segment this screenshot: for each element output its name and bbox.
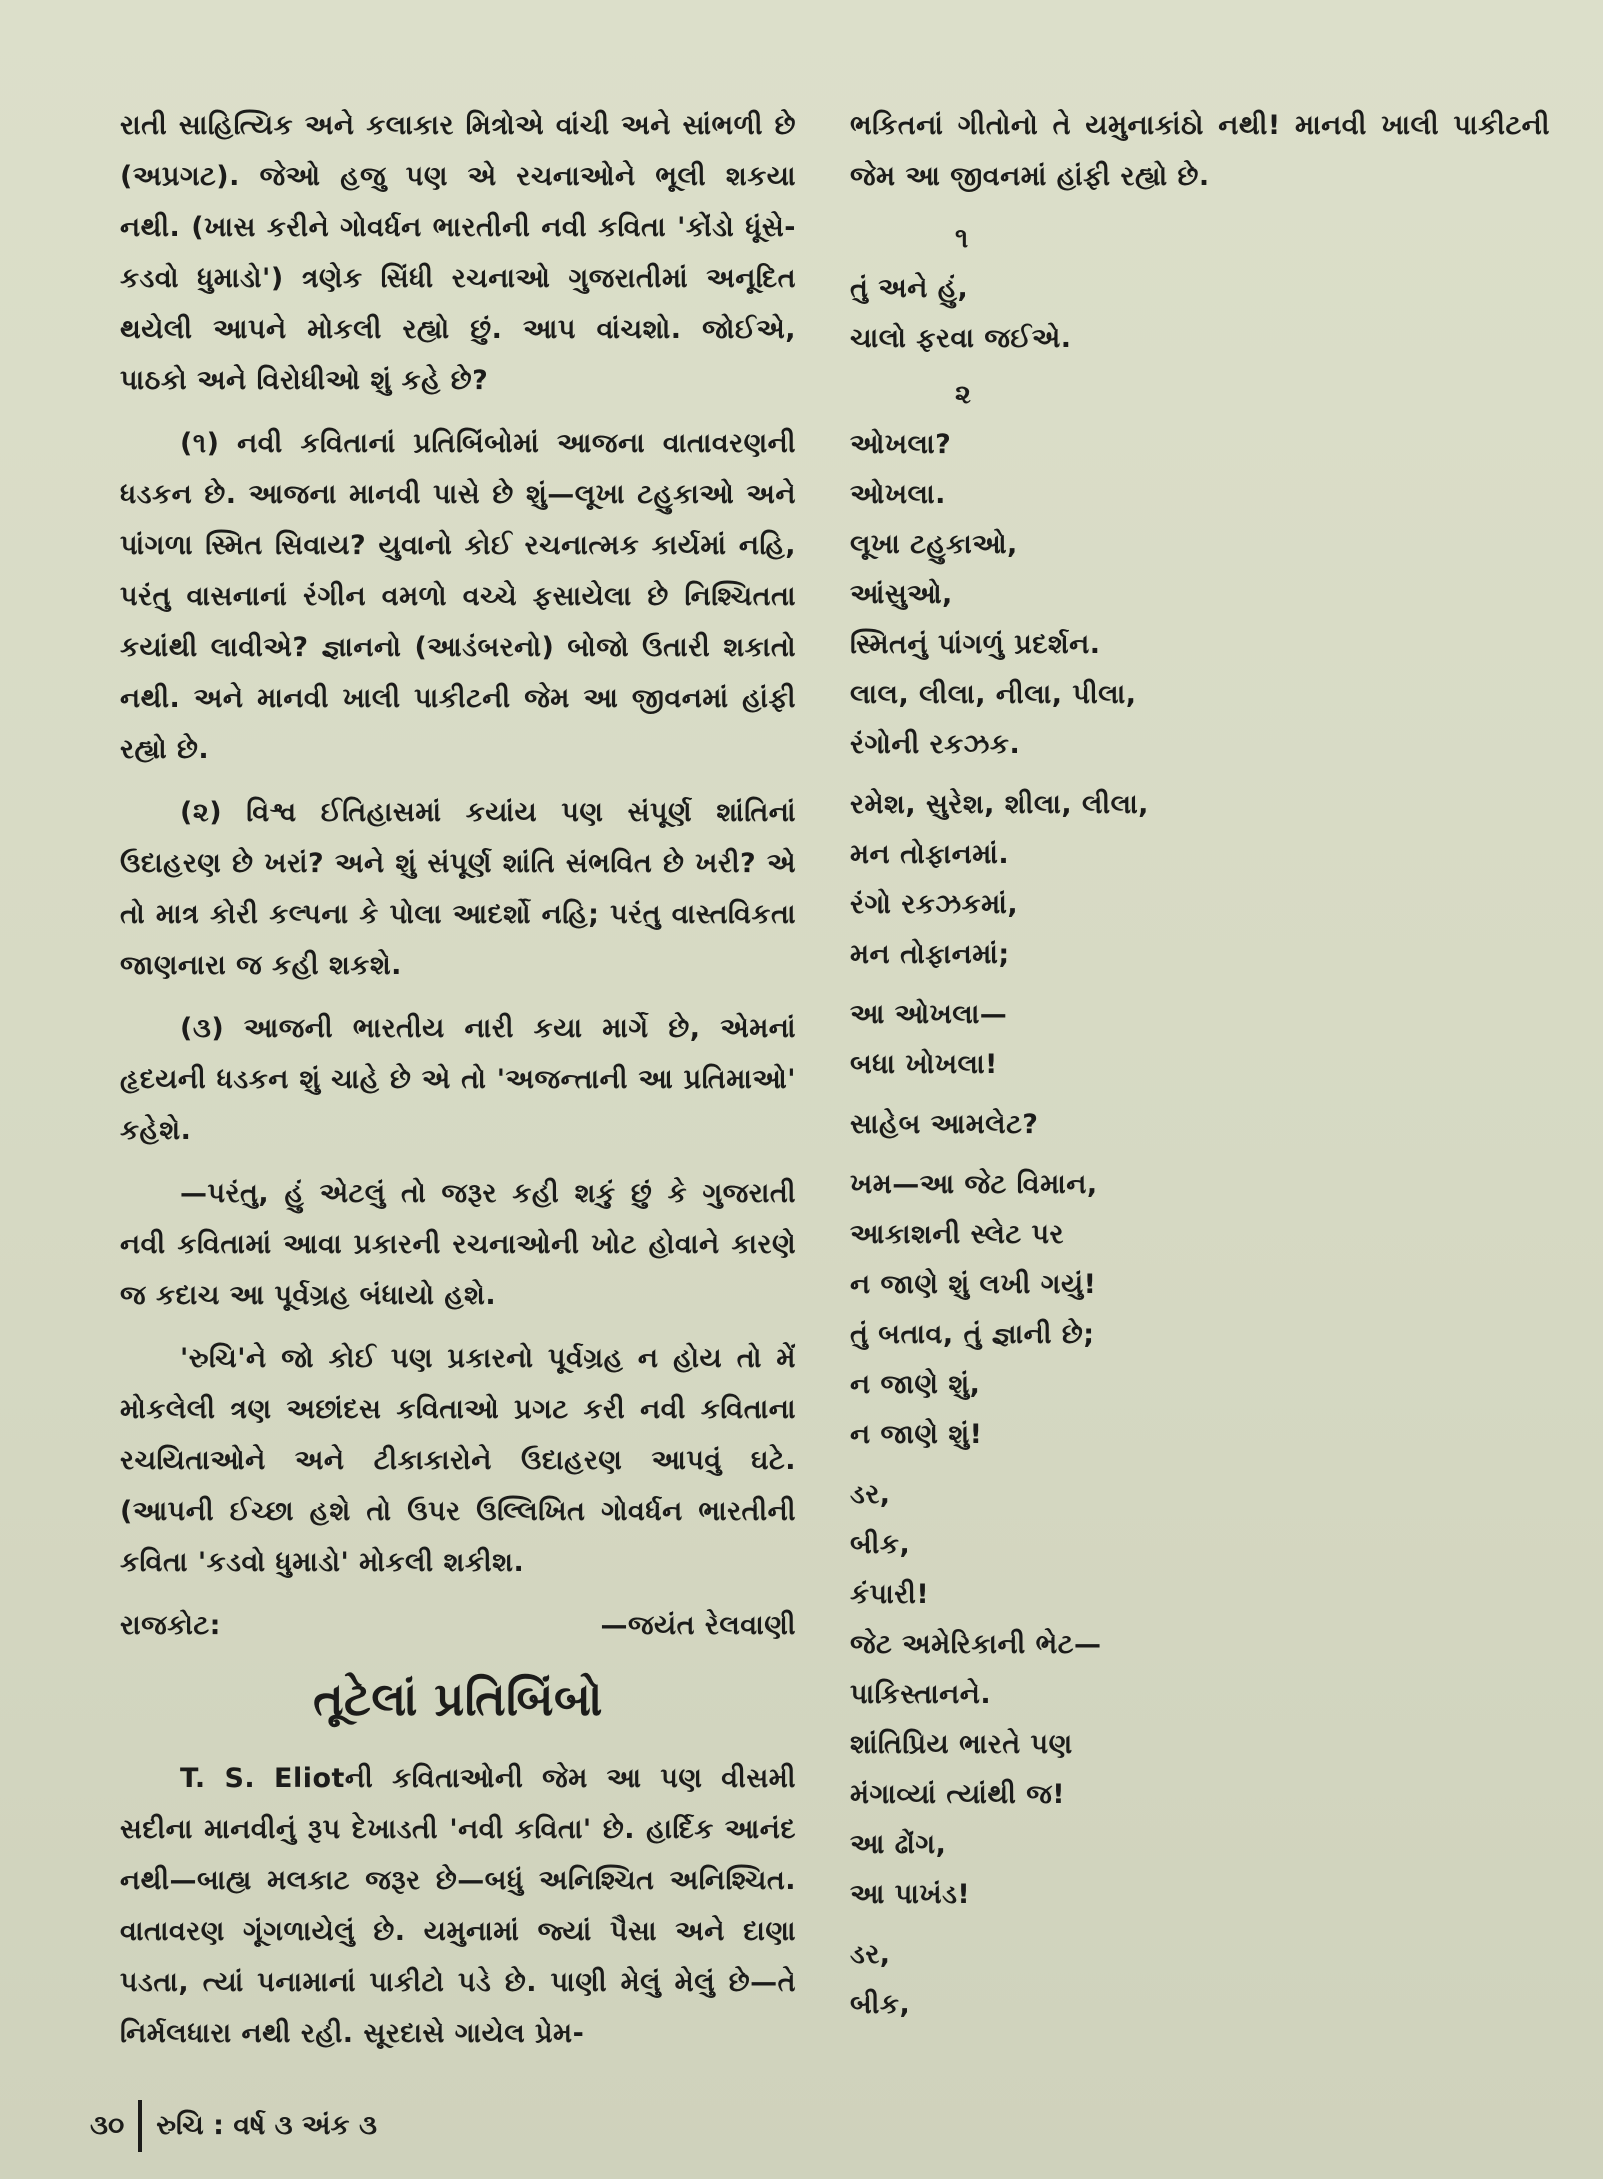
poem-line: મંગાવ્યાં ત્યાંથી જ! xyxy=(850,1779,1066,1810)
page-number: ૩૦ xyxy=(90,2110,125,2141)
poem-line: ન જાણે શું લખી ગયું! xyxy=(850,1269,1097,1300)
poem-line: ખમ—આ જેટ વિમાન, xyxy=(850,1169,1098,1200)
letter-paragraph-1: રાતી સાહિત્યિક અને કલાકાર મિત્રોએ વાંચી અને સાંભળી છે (અપ્રગટ). જેઓ હજુ પણ એ રચનાઓને ભૂલી શકયા નથી. (ખાસ કરીને ગોવર્ધન ભારતીની નવી કવિતા 'કોંડો ધૂંસે-કડવો ધુમાડો') ત્રણેક સિંધી રચનાઓ ગુજરાતીમાં અનૂદિત થયેલી આપને મોકલી રહ્યો છું. આપ વાંચશો. જોઈએ, પાઠકો અને વિરોધીઓ શું કહે છે? xyxy=(120,110,796,396)
poem-line: ચાલો ફરવા જઈએ. xyxy=(850,323,1072,354)
stanza-1 xyxy=(850,264,1550,364)
place-label: રાજકોટ: xyxy=(120,1610,221,1641)
poem-line: આ ઢોંગ, xyxy=(850,1829,947,1860)
poem-line: શાંતિપ્રિય ભારતે પણ xyxy=(850,1729,1073,1760)
poem-line: ડર, xyxy=(850,1479,891,1510)
poem-title: તૂટેલાં પ્રતિબિંબો xyxy=(313,1672,603,1726)
poem-line: બીક, xyxy=(850,1529,911,1560)
poem-line: રમેશ, સુરેશ, શીલા, લીલા, xyxy=(850,789,1149,820)
poem-line: ડર, xyxy=(850,1939,891,1970)
poem-line: મન તોફાનમાં; xyxy=(850,939,1010,970)
poem-line: મન તોફાનમાં. xyxy=(850,839,1010,870)
letter-paragraph-2: (૧) નવી કવિતાનાં પ્રતિબિંબોમાં આજના વાતાવરણની ધડકન છે. આજના માનવી પાસે છે શું—લૂખા ટહુકાઓ અને પાંગળા સ્મિત સિવાય? યુવાનો કોઈ રચનાત્મક કાર્યમાં નહિ, પરંતુ વાસનાનાં રંગીન વમળો વચ્ચે ફસાયેલા છે નિશ્ચિતતા કયાંથી લાવીએ? જ્ઞાનનો (આડંબરનો) બોજો ઉતારી શકાતો નથી. અને માનવી ખાલી પાકીટની જેમ આ જીવનમાં હાંફી રહ્યો છે. xyxy=(120,428,796,765)
poem-intro: T. S. Eliotની કવિતાઓની જેમ આ પણ વીસમી સદીના માનવીનું રૂપ દેખાડતી 'નવી કવિતા' છે. હાર્દિક આનંદ નથી—બાહ્ય મલકાટ જરૂર છે—બધું અનિશ્ચિત અનિશ્ચિત. વાતાવરણ ગૂંગળાયેલું છે. યમુનામાં જ્યાં પૈસા અને દાણા પડતા, ત્યાં પનામાનાં પાકીટો પડે છે. પાણી મેલું મેલું છે—તે નિર્મલધારા નથી રહી. સૂરદાસે ગાયેલ પ્રેમ- xyxy=(120,1763,796,2049)
poem-line: પાકિસ્તાનને. xyxy=(850,1679,992,1710)
stanza-number-2: ૨ xyxy=(955,379,972,410)
poem-line: ઓખલા? xyxy=(850,429,952,460)
letter-paragraph-3: (૨) વિશ્વ ઈતિહાસમાં કયાંય પણ સંપૂર્ણ શાંતિનાં ઉદાહરણ છે ખરાં? અને શું સંપૂર્ણ શાંતિ સંભવિત છે ખરી? એ તો માત્ર કોરી કલ્પના કે પોલા આદર્શો નહિ; પરંતુ વાસ્તવિકતા જાણનારા જ કહી શકશે. xyxy=(120,797,796,981)
poem-line: જેટ અમેરિકાની ભેટ— xyxy=(850,1629,1102,1660)
stanza-number-1: ૧ xyxy=(955,223,969,254)
poem-line: આ ઓખલા— xyxy=(850,999,1008,1030)
poem-line: રંગોની રકઝક. xyxy=(850,729,1021,760)
letter-paragraph-6: 'રુચિ'ને જો કોઈ પણ પ્રકારનો પૂર્વગ્રહ ન હોય તો મેં મોકલેલી ત્રણ અછાંદસ કવિતાઓ પ્રગટ કરી નવી કવિતાના રચયિતાઓને અને ટીકાકારોને ઉદાહરણ આપવું ઘટે. (આપની ઈચ્છા હશે તો ઉપર ઉલ્લિખિત ગોવર્ધન ભારતીની કવિતા 'કડવો ધુમાડો' મોકલી શકીશ. xyxy=(120,1343,796,1578)
poem-intro-continued: ભકિતનાં ગીતોનો તે યમુનાકાંઠો નથી! માનવી ખાલી પાકીટની જેમ આ જીવનમાં હાંફી રહ્યો છે. xyxy=(850,110,1550,192)
poem-line: ન જાણે શું! xyxy=(850,1419,983,1450)
poem-line: ઓખલા. xyxy=(850,479,946,510)
poem-line: આંસુઓ, xyxy=(850,579,953,610)
poem-line: લૂખા ટહુકાઓ, xyxy=(850,529,1018,560)
poem-line: સ્મિતનું પાંગળું પ્રદર્શન. xyxy=(850,629,1101,660)
poem-line: ન જાણે શું, xyxy=(850,1369,981,1400)
poem-line: લાલ, લીલા, નીલા, પીલા, xyxy=(850,679,1137,710)
stanza-2 xyxy=(850,420,1550,2030)
poem-line: બધા ખોખલા! xyxy=(850,1049,998,1080)
magazine-issue: રુચિ : વર્ષ ૩ અંક ૩ xyxy=(156,2110,377,2141)
poem-line: આકાશની સ્લેટ પર xyxy=(850,1219,1064,1250)
poem-line: તું અને હું, xyxy=(850,273,969,304)
author-name: —જયંત રેલવાણી xyxy=(600,1610,796,1641)
signature-row xyxy=(120,1600,796,1651)
page-footer xyxy=(90,2100,377,2152)
poem-line: કંપારી! xyxy=(850,1579,930,1610)
poem-line: સાહેબ આમલેટ? xyxy=(850,1109,1039,1140)
letter-paragraph-5: —પરંતુ, હું એટલું તો જરૂર કહી શકું છું કે ગુજરાતી નવી કવિતામાં આવા પ્રકારની રચનાઓની ખોટ હોવાને કારણે જ કદાચ આ પૂર્વગ્રહ બંધાયો હશે. xyxy=(120,1178,796,1311)
left-column xyxy=(120,100,796,2071)
right-column xyxy=(850,100,1550,2030)
footer-divider xyxy=(138,2100,142,2152)
poem-line: બીક, xyxy=(850,1989,911,2020)
letter-paragraph-4: (૩) આજની ભારતીય નારી કયા માર્ગે છે, એમનાં હૃદયની ધડકન શું ચાહે છે એ તો 'અજન્તાની આ પ્રતિમાઓ' કહેશે. xyxy=(120,1013,796,1146)
poem-line: તું બતાવ, તું જ્ઞાની છે; xyxy=(850,1319,1095,1350)
poem-line: આ પાખંડ! xyxy=(850,1879,971,1910)
poem-line: રંગો રકઝકમાં, xyxy=(850,889,1019,920)
